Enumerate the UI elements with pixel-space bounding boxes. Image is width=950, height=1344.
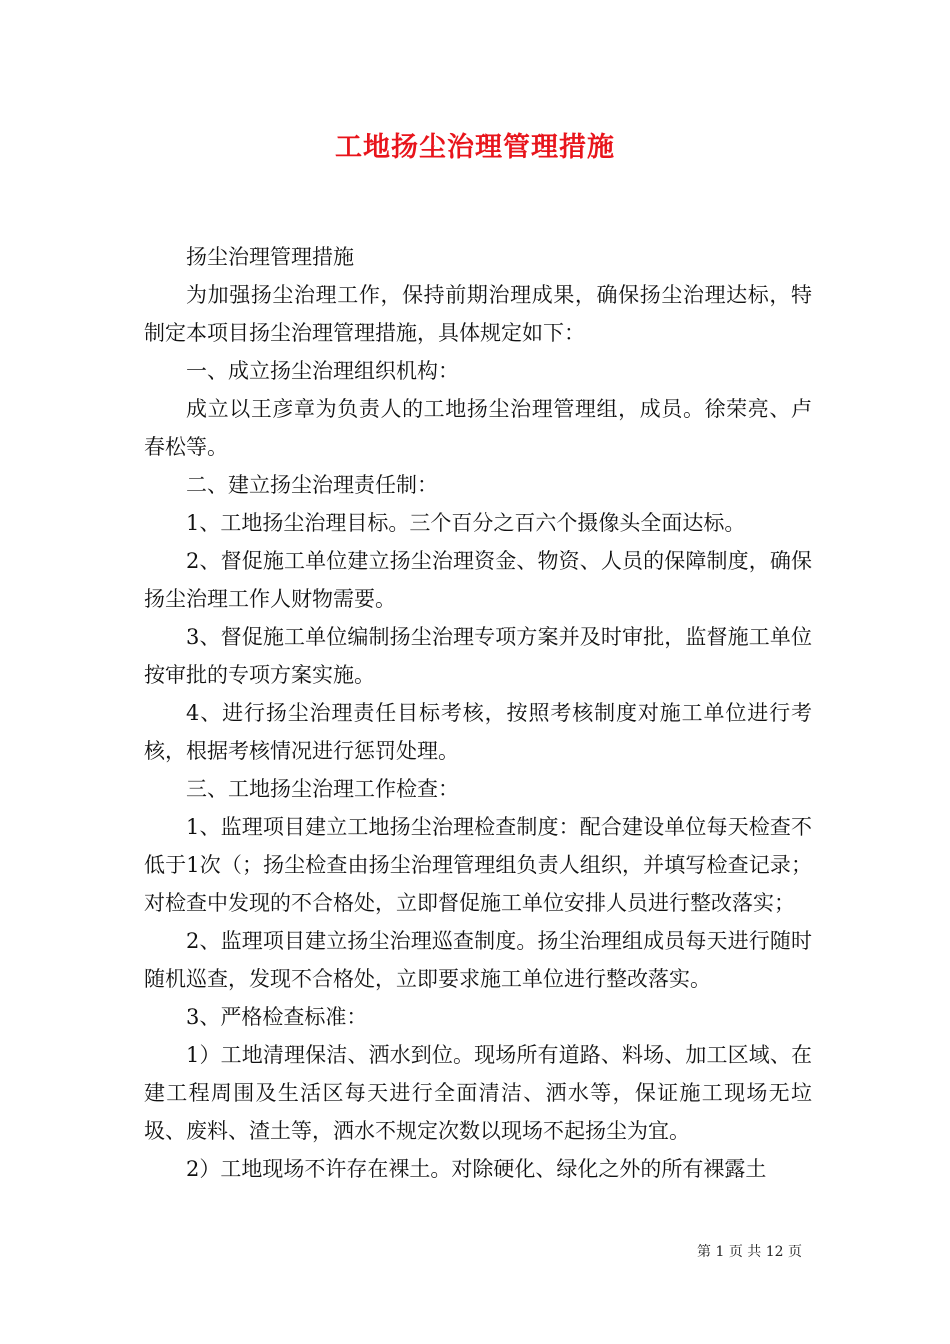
paragraph: 2、监理项目建立扬尘治理巡查制度。扬尘治理组成员每天进行随时随机巡查，发现不合格处，立即要求施工单位进行整改落实。 [144, 929, 812, 991]
paragraph: 2、督促施工单位建立扬尘治理资金、物资、人员的保障制度，确保扬尘治理工作人财物需要。 [144, 549, 812, 611]
section-heading: 三、工地扬尘治理工作检查： [186, 777, 459, 801]
paragraph: 1、工地扬尘治理目标。三个百分之百六个摄像头全面达标。 [186, 511, 746, 535]
paragraph: 3、严格检查标准： [186, 1005, 368, 1029]
page-footer: 第 1 页 共 12 页 [697, 1244, 802, 1260]
document-body [144, 238, 812, 1188]
paragraph: 成立以王彦章为负责人的工地扬尘治理管理组，成员。徐荣亮、卢春松等。 [144, 397, 812, 459]
paragraph: 为加强扬尘治理工作，保持前期治理成果，确保扬尘治理达标，特制定本项目扬尘治理管理措施，具体规定如下： [144, 283, 812, 345]
paragraph: 1、监理项目建立工地扬尘治理检查制度：配合建设单位每天检查不低于1次（；扬尘检查由扬尘治理管理组负责人组织，并填写检查记录；对检查中发现的不合格处，立即督促施工单位安排人员进行整改落实； [144, 815, 812, 915]
paragraph: 4、进行扬尘治理责任目标考核，按照考核制度对施工单位进行考核，根据考核情况进行惩罚处理。 [144, 701, 812, 763]
paragraph: 3、督促施工单位编制扬尘治理专项方案并及时审批，监督施工单位按审批的专项方案实施。 [144, 625, 812, 687]
paragraph: 1）工地清理保洁、洒水到位。现场所有道路、料场、加工区域、在建工程周围及生活区每天进行全面清洁、洒水等，保证施工现场无垃圾、废料、渣土等，洒水不规定次数以现场不起扬尘为宜。 [144, 1043, 812, 1143]
document-title: 工地扬尘治理管理措施 [335, 132, 615, 163]
paragraph: 扬尘治理管理措施 [186, 245, 354, 269]
section-heading: 一、成立扬尘治理组织机构： [186, 359, 459, 383]
paragraph: 2）工地现场不许存在裸土。对除硬化、绿化之外的所有裸露土 [186, 1157, 767, 1181]
section-heading: 二、建立扬尘治理责任制： [186, 473, 438, 497]
